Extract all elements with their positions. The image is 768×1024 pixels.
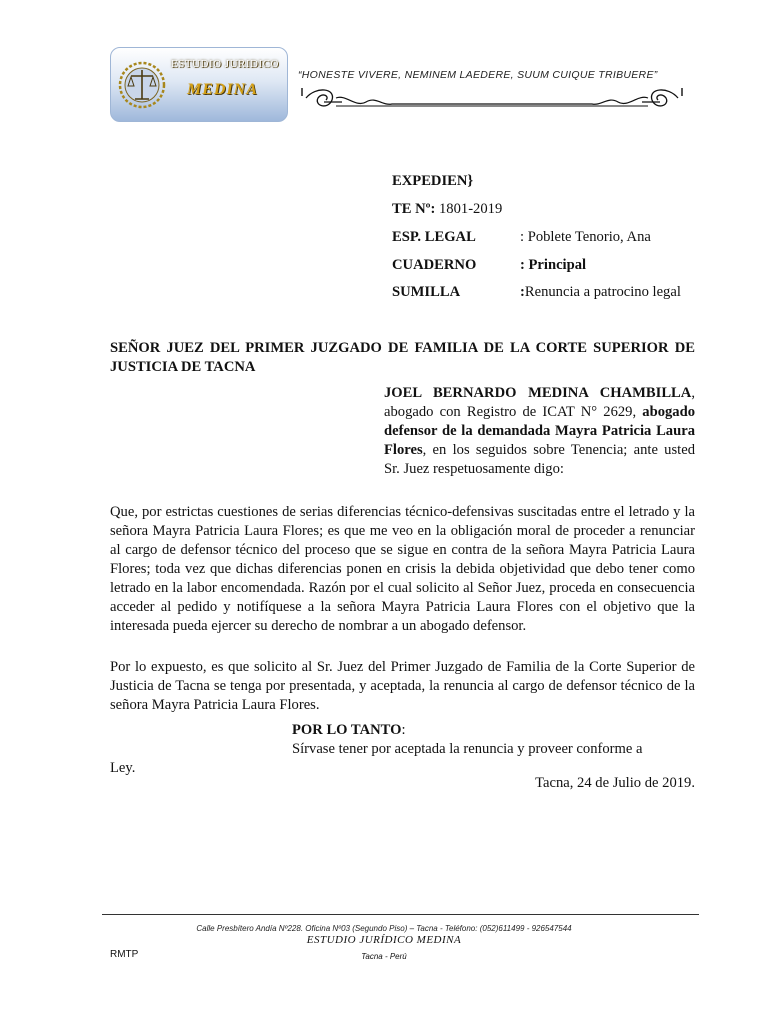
- footer-firm-name: ESTUDIO JURÍDICO MEDINA: [306, 934, 462, 946]
- case-number-value: 1801-2019: [439, 201, 503, 217]
- por-lo-tanto-colon: :: [401, 722, 406, 738]
- cuaderno-value: : Principal: [520, 257, 587, 273]
- sender-registry: , abogado con Registro de ICAT N° 2629,: [384, 385, 695, 420]
- esp-legal-value: : Poblete Tenorio, Ana: [520, 229, 651, 245]
- sumilla-row: [392, 284, 681, 301]
- esp-legal-row: [392, 229, 651, 246]
- sender-role: abogado defensor de la demandada Mayra Patricia Laura Flores: [384, 404, 695, 458]
- scales-of-justice-icon: [117, 56, 167, 114]
- date-line: Tacna, 24 de Julio de 2019.: [535, 775, 695, 791]
- sumilla-value: :Renuncia a patrocino legal: [520, 284, 681, 300]
- por-lo-tanto-line: [292, 721, 695, 740]
- sender-statement: , en los seguidos sobre Tenencia; ante usted Sr. Juez respetuosamente digo:: [384, 442, 695, 477]
- body-paragraph-2: Por lo expuesto, es que solicito al Sr. Juez del Primer Juzgado de Familia de la Corte Superior de Justicia de Tacna se tenga por presentada, y aceptada, la renuncia al cargo de defensor técnico de la señora Mayra Patricia Laura Flores.: [110, 659, 695, 713]
- addressee-heading: SEÑOR JUEZ DEL PRIMER JUZGADO DE FAMILIA DE LA CORTE SUPERIOR DE JUSTICIA DE TACNA: [110, 340, 695, 375]
- sumilla-text: Renuncia a patrocino legal: [524, 284, 681, 300]
- expediente-row: [392, 173, 473, 190]
- sender-block: [384, 384, 695, 479]
- latin-motto: “HONESTE VIVERE, NEMINEM LAEDERE, SUUM CUIQUE TRIBUERE”: [298, 69, 658, 81]
- logo-title: ESTUDIO JURIDICO: [171, 58, 279, 70]
- decorative-flourish-icon: [296, 84, 688, 116]
- footer-initials: RMTP: [110, 949, 139, 960]
- sender-name: JOEL BERNARDO MEDINA CHAMBILLA: [384, 385, 692, 401]
- footer-address: Calle Presbítero Andía Nº228. Oficina Nº03 (Segundo Piso) – Tacna - Teléfono: (052)611499 - 926547544: [196, 924, 572, 933]
- cuaderno-label: CUADERNO: [392, 257, 477, 273]
- sumilla-label: SUMILLA: [392, 284, 461, 300]
- request-end: Ley.: [110, 760, 136, 776]
- case-number-row: [392, 201, 502, 218]
- cuaderno-row: [392, 257, 587, 274]
- request-line: Sírvase tener por aceptada la renuncia y proveer conforme a: [292, 741, 643, 757]
- case-number-label: TE Nº:: [392, 201, 436, 217]
- footer-divider: [102, 914, 699, 915]
- esp-legal-label: ESP. LEGAL: [392, 229, 476, 245]
- footer-city: Tacna - Perú: [361, 952, 407, 961]
- expediente-label: EXPEDIEN}: [392, 173, 474, 189]
- por-lo-tanto-label: POR LO TANTO: [292, 722, 402, 738]
- logo-name: MEDINA: [187, 81, 258, 98]
- firm-logo: [110, 47, 288, 122]
- body-paragraph-1: Que, por estrictas cuestiones de serias diferencias técnico-defensivas suscitadas entre el letrado y la señora Mayra Patricia Laura Flores; es que me veo en la obligación moral de proceder a renunciar al cargo de defensor técnico del proceso que se sigue en contra de la señora Mayra Patricia Laura Flores; toda vez que dichas diferencias ponen en crisis la debida objetividad que debo tener como letrado en la labor encomendada. Razón por el cual solicito al Señor Juez, proceda en consecuencia acceder al pedido y notifíquese a la señora Mayra Patricia Laura Flores con el objetivo que la interesada pueda ejercer su derecho de nombrar a un abogado defensor.: [110, 504, 695, 634]
